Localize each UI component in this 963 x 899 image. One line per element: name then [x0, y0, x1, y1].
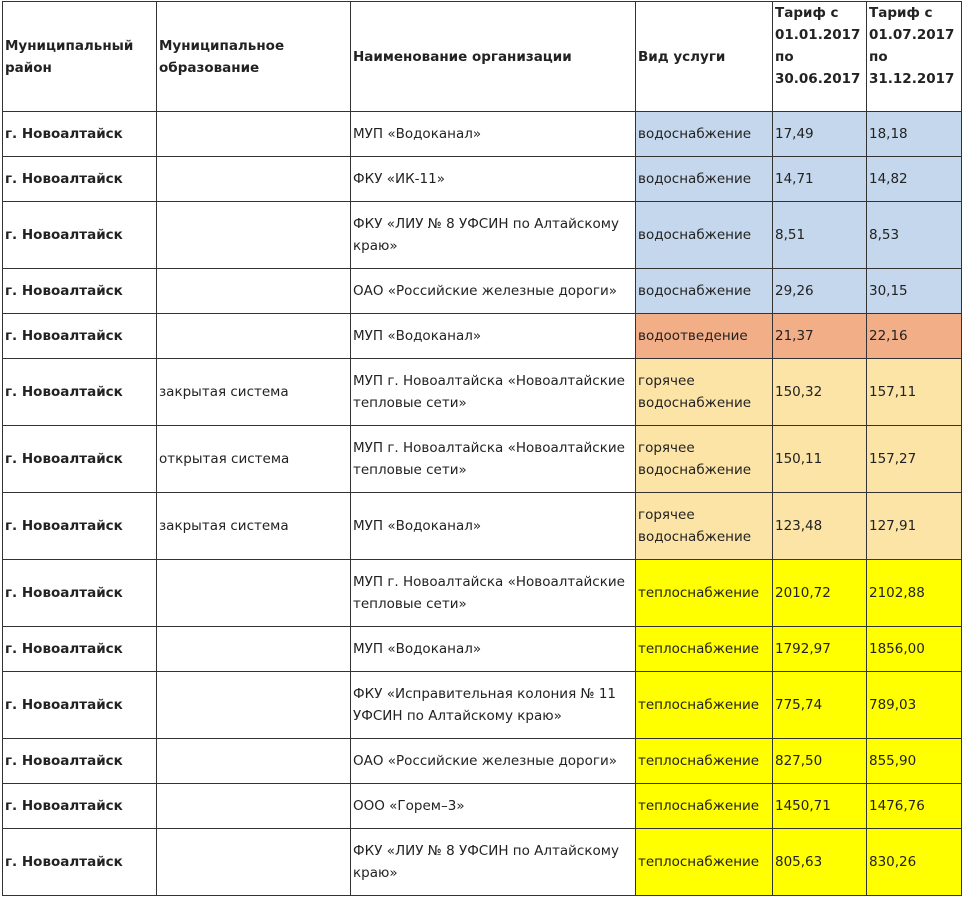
- cell-tariff-2: 1856,00: [867, 627, 962, 672]
- header-municipality: Муниципальное образование: [157, 2, 351, 112]
- cell-tariff-1: 21,37: [773, 314, 867, 359]
- cell-municipality: [157, 157, 351, 202]
- cell-tariff-2: 30,15: [867, 269, 962, 314]
- cell-service: горячее водоснабжение: [636, 359, 773, 426]
- cell-service: горячее водоснабжение: [636, 426, 773, 493]
- cell-district: г. Новоалтайск: [3, 829, 157, 896]
- table-row: [3, 784, 962, 829]
- cell-district: г. Новоалтайск: [3, 426, 157, 493]
- cell-municipality: [157, 784, 351, 829]
- cell-service: теплоснабжение: [636, 784, 773, 829]
- cell-municipality: закрытая система: [157, 359, 351, 426]
- cell-municipality: [157, 314, 351, 359]
- header-tariff-1: Тариф с 01.01.2017 по 30.06.2017: [773, 2, 867, 112]
- cell-organization: ОАО «Российские железные дороги»: [351, 739, 636, 784]
- cell-district: г. Новоалтайск: [3, 672, 157, 739]
- cell-organization: ОАО «Российские железные дороги»: [351, 269, 636, 314]
- cell-tariff-1: 827,50: [773, 739, 867, 784]
- cell-tariff-2: 789,03: [867, 672, 962, 739]
- table-row: [3, 739, 962, 784]
- cell-tariff-1: 150,32: [773, 359, 867, 426]
- cell-municipality: [157, 112, 351, 157]
- cell-service: теплоснабжение: [636, 829, 773, 896]
- cell-service: теплоснабжение: [636, 672, 773, 739]
- cell-service: водоснабжение: [636, 202, 773, 269]
- cell-municipality: [157, 627, 351, 672]
- cell-organization: ФКУ «ЛИУ № 8 УФСИН по Алтайскому краю»: [351, 829, 636, 896]
- cell-tariff-2: 855,90: [867, 739, 962, 784]
- cell-district: г. Новоалтайск: [3, 560, 157, 627]
- table-row: [3, 672, 962, 739]
- cell-service: водоотведение: [636, 314, 773, 359]
- cell-tariff-2: 8,53: [867, 202, 962, 269]
- table-row: [3, 359, 962, 426]
- cell-organization: МУП «Водоканал»: [351, 314, 636, 359]
- cell-district: г. Новоалтайск: [3, 157, 157, 202]
- header-organization: Наименование организации: [351, 2, 636, 112]
- cell-district: г. Новоалтайск: [3, 112, 157, 157]
- cell-municipality: [157, 202, 351, 269]
- table-row: [3, 314, 962, 359]
- table-row: [3, 157, 962, 202]
- header-tariff-2: Тариф с 01.07.2017 по 31.12.2017: [867, 2, 962, 112]
- cell-tariff-1: 8,51: [773, 202, 867, 269]
- cell-tariff-2: 830,26: [867, 829, 962, 896]
- table-row: [3, 269, 962, 314]
- tariff-table: [2, 1, 962, 896]
- cell-municipality: закрытая система: [157, 493, 351, 560]
- cell-tariff-2: 1476,76: [867, 784, 962, 829]
- table-row: [3, 560, 962, 627]
- cell-tariff-1: 775,74: [773, 672, 867, 739]
- cell-municipality: открытая система: [157, 426, 351, 493]
- cell-tariff-1: 2010,72: [773, 560, 867, 627]
- cell-tariff-1: 17,49: [773, 112, 867, 157]
- cell-service: водоснабжение: [636, 112, 773, 157]
- cell-tariff-2: 2102,88: [867, 560, 962, 627]
- cell-organization: МУП «Водоканал»: [351, 627, 636, 672]
- cell-tariff-1: 123,48: [773, 493, 867, 560]
- cell-district: г. Новоалтайск: [3, 493, 157, 560]
- cell-organization: ФКУ «ИК-11»: [351, 157, 636, 202]
- cell-district: г. Новоалтайск: [3, 739, 157, 784]
- cell-district: г. Новоалтайск: [3, 202, 157, 269]
- cell-municipality: [157, 739, 351, 784]
- cell-tariff-2: 18,18: [867, 112, 962, 157]
- cell-service: водоснабжение: [636, 269, 773, 314]
- cell-organization: МУП «Водоканал»: [351, 493, 636, 560]
- cell-organization: МУП г. Новоалтайска «Новоалтайские тепловые сети»: [351, 426, 636, 493]
- cell-tariff-1: 150,11: [773, 426, 867, 493]
- cell-tariff-2: 157,11: [867, 359, 962, 426]
- cell-tariff-2: 127,91: [867, 493, 962, 560]
- cell-organization: ООО «Горем–3»: [351, 784, 636, 829]
- header-row: [3, 2, 962, 112]
- cell-tariff-1: 29,26: [773, 269, 867, 314]
- table-row: [3, 829, 962, 896]
- table-row: [3, 493, 962, 560]
- cell-organization: ФКУ «Исправительная колония № 11 УФСИН по Алтайскому краю»: [351, 672, 636, 739]
- header-service: Вид услуги: [636, 2, 773, 112]
- cell-district: г. Новоалтайск: [3, 269, 157, 314]
- cell-tariff-1: 1450,71: [773, 784, 867, 829]
- cell-district: г. Новоалтайск: [3, 359, 157, 426]
- cell-tariff-1: 1792,97: [773, 627, 867, 672]
- cell-service: теплоснабжение: [636, 560, 773, 627]
- cell-municipality: [157, 560, 351, 627]
- table-row: [3, 627, 962, 672]
- cell-district: г. Новоалтайск: [3, 627, 157, 672]
- cell-service: водоснабжение: [636, 157, 773, 202]
- cell-district: г. Новоалтайск: [3, 314, 157, 359]
- table-row: [3, 112, 962, 157]
- cell-municipality: [157, 672, 351, 739]
- table-row: [3, 202, 962, 269]
- cell-municipality: [157, 269, 351, 314]
- cell-organization: МУП г. Новоалтайска «Новоалтайские тепловые сети»: [351, 560, 636, 627]
- cell-service: горячее водоснабжение: [636, 493, 773, 560]
- cell-service: теплоснабжение: [636, 627, 773, 672]
- cell-organization: МУП «Водоканал»: [351, 112, 636, 157]
- cell-municipality: [157, 829, 351, 896]
- table-row: [3, 426, 962, 493]
- cell-organization: МУП г. Новоалтайска «Новоалтайские тепловые сети»: [351, 359, 636, 426]
- cell-service: теплоснабжение: [636, 739, 773, 784]
- cell-organization: ФКУ «ЛИУ № 8 УФСИН по Алтайскому краю»: [351, 202, 636, 269]
- cell-tariff-1: 805,63: [773, 829, 867, 896]
- cell-tariff-2: 157,27: [867, 426, 962, 493]
- cell-tariff-2: 22,16: [867, 314, 962, 359]
- table-body: [3, 112, 962, 896]
- cell-tariff-1: 14,71: [773, 157, 867, 202]
- cell-district: г. Новоалтайск: [3, 784, 157, 829]
- header-district: Муниципальный район: [3, 2, 157, 112]
- cell-tariff-2: 14,82: [867, 157, 962, 202]
